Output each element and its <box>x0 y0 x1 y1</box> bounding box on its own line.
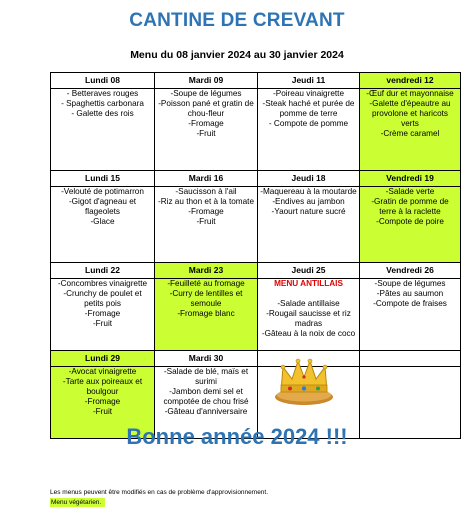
day-menu-cell <box>51 279 155 351</box>
day-menu-cell <box>155 187 258 263</box>
menu-item: -Soupe de légumes <box>374 279 446 288</box>
menu-item: -Gigot d'agneau et flageolets <box>68 197 137 216</box>
page-title: CANTINE DE CREVANT <box>129 10 345 31</box>
menu-item: -Velouté de potimarron <box>61 187 144 196</box>
menu-item: - Galette des rois <box>71 109 134 118</box>
day-name-cell: Lundi 08 <box>51 73 155 89</box>
day-name-cell: Jeudi 25 <box>258 263 360 279</box>
menu-item: -Jambon demi sel et compotée de chou frisé <box>163 387 249 406</box>
day-menu-cell <box>51 89 155 171</box>
menu-item: -Fromage <box>84 397 121 406</box>
new-year-greeting: Bonne année 2024 !!! <box>126 424 348 449</box>
day-name-cell: Mardi 16 <box>155 171 258 187</box>
menu-item: -Yaourt nature sucré <box>271 207 346 216</box>
week-header-row <box>51 351 461 367</box>
menu-item: -Saucisson à l'ail <box>175 187 237 196</box>
menu-item: -Poisson pané et gratin de chou-fleur <box>158 99 254 118</box>
day-menu-cell <box>258 89 360 171</box>
day-name-cell: Jeudi 11 <box>258 73 360 89</box>
menu-item: -Fruit <box>196 129 216 138</box>
menu-item: -Glace <box>90 217 115 226</box>
week-menu-row <box>51 279 461 351</box>
crown-icon <box>272 353 336 407</box>
menu-item: -Salade antillaise <box>277 299 340 308</box>
menu-item: -Poireau vinaigrette <box>273 89 344 98</box>
day-name-cell: Mardi 23 <box>155 263 258 279</box>
day-menu-cell <box>360 187 461 263</box>
week-menu-row <box>51 187 461 263</box>
menu-item: -Endives au jambon <box>272 197 345 206</box>
menu-item: -Fromage <box>188 119 224 128</box>
day-name-cell: Vendredi 26 <box>360 263 461 279</box>
menu-item: -Tarte aux poireaux et boulgour <box>62 377 143 396</box>
menu-item: -Feuilleté au fromage <box>167 279 245 288</box>
week-menu-row <box>51 89 461 171</box>
menu-item: -Compote de fraises <box>373 299 447 308</box>
menu-item: -Fromage blanc <box>177 309 235 318</box>
day-menu-cell <box>51 187 155 263</box>
menu-item: -Soupe de légumes <box>170 89 242 98</box>
day-name-cell: Mardi 30 <box>155 351 258 367</box>
week-header-row <box>51 263 461 279</box>
day-menu-cell <box>360 89 461 171</box>
menu-date-range: Menu du 08 janvier 2024 au 30 janvier 2024 <box>130 49 344 61</box>
day-name-cell: Vendredi 19 <box>360 171 461 187</box>
menu-item: -Galette d'épeautre au provolone et haricots verts <box>369 99 451 128</box>
menu-item: -Crème caramel <box>380 129 440 138</box>
menu-change-note: Les menus peuvent être modifiés en cas de problème d'approvisionnement. <box>50 489 269 496</box>
menu-item: -Riz au thon et à la tomate <box>157 197 255 206</box>
menu-item: - Betteraves rouges <box>66 89 139 98</box>
menu-item: -Fruit <box>196 217 216 226</box>
menu-item: -Œuf dur et mayonnaise <box>366 89 454 98</box>
menu-item: -Pâtes au saumon <box>376 289 444 298</box>
menu-item: -Salade verte <box>385 187 435 196</box>
menu-item: -Fruit <box>92 319 113 328</box>
menu-item: -Crunchy de poulet et petits pois <box>63 289 142 308</box>
menu-item: -Salade de blé, maïs et surimi <box>163 367 249 386</box>
menu-item: -Gâteau à la noix de coco <box>261 329 356 338</box>
day-name-cell: Lundi 22 <box>51 263 155 279</box>
menu-item: -Concombres vinaigrette <box>57 279 148 288</box>
menu-item: -Rougail saucisse et riz madras <box>266 309 351 328</box>
menu-item: - Spaghettis carbonara <box>61 99 144 108</box>
menu-item: -Fruit <box>92 407 113 416</box>
menu-item: -Steak haché et purée de pomme de terre <box>262 99 355 118</box>
menu-item: -Maquereau à la moutarde <box>260 187 357 196</box>
day-name-cell: vendredi 12 <box>360 73 461 89</box>
menu-table <box>50 72 461 439</box>
special-menu-label: MENU ANTILLAIS <box>274 279 343 288</box>
menu-item: -Fromage <box>84 309 121 318</box>
day-name-cell: Lundi 29 <box>51 351 155 367</box>
day-menu-cell <box>360 279 461 351</box>
menu-item: - Compote de pomme <box>268 119 349 128</box>
day-name-cell: Mardi 09 <box>155 73 258 89</box>
menu-item: -Compote de poire <box>376 217 444 226</box>
day-menu-cell <box>155 279 258 351</box>
empty-cell <box>360 351 461 367</box>
day-menu-cell <box>258 279 360 351</box>
week-header-row <box>51 171 461 187</box>
day-menu-cell <box>258 187 360 263</box>
day-name-cell: Lundi 15 <box>51 171 155 187</box>
day-name-cell: Jeudi 18 <box>258 171 360 187</box>
menu-item: -Fromage <box>188 207 224 216</box>
menu-item: -Avocat vinaigrette <box>68 367 137 376</box>
menu-item: -Gratin de pomme de terre à la raclette <box>371 197 449 216</box>
vegetarian-legend: Menu végétarien. <box>50 498 105 507</box>
menu-item: -Gâteau d'anniversaire <box>164 407 248 416</box>
week-header-row <box>51 73 461 89</box>
menu-item: -Curry de lentilles et semoule <box>169 289 243 308</box>
day-menu-cell <box>155 89 258 171</box>
